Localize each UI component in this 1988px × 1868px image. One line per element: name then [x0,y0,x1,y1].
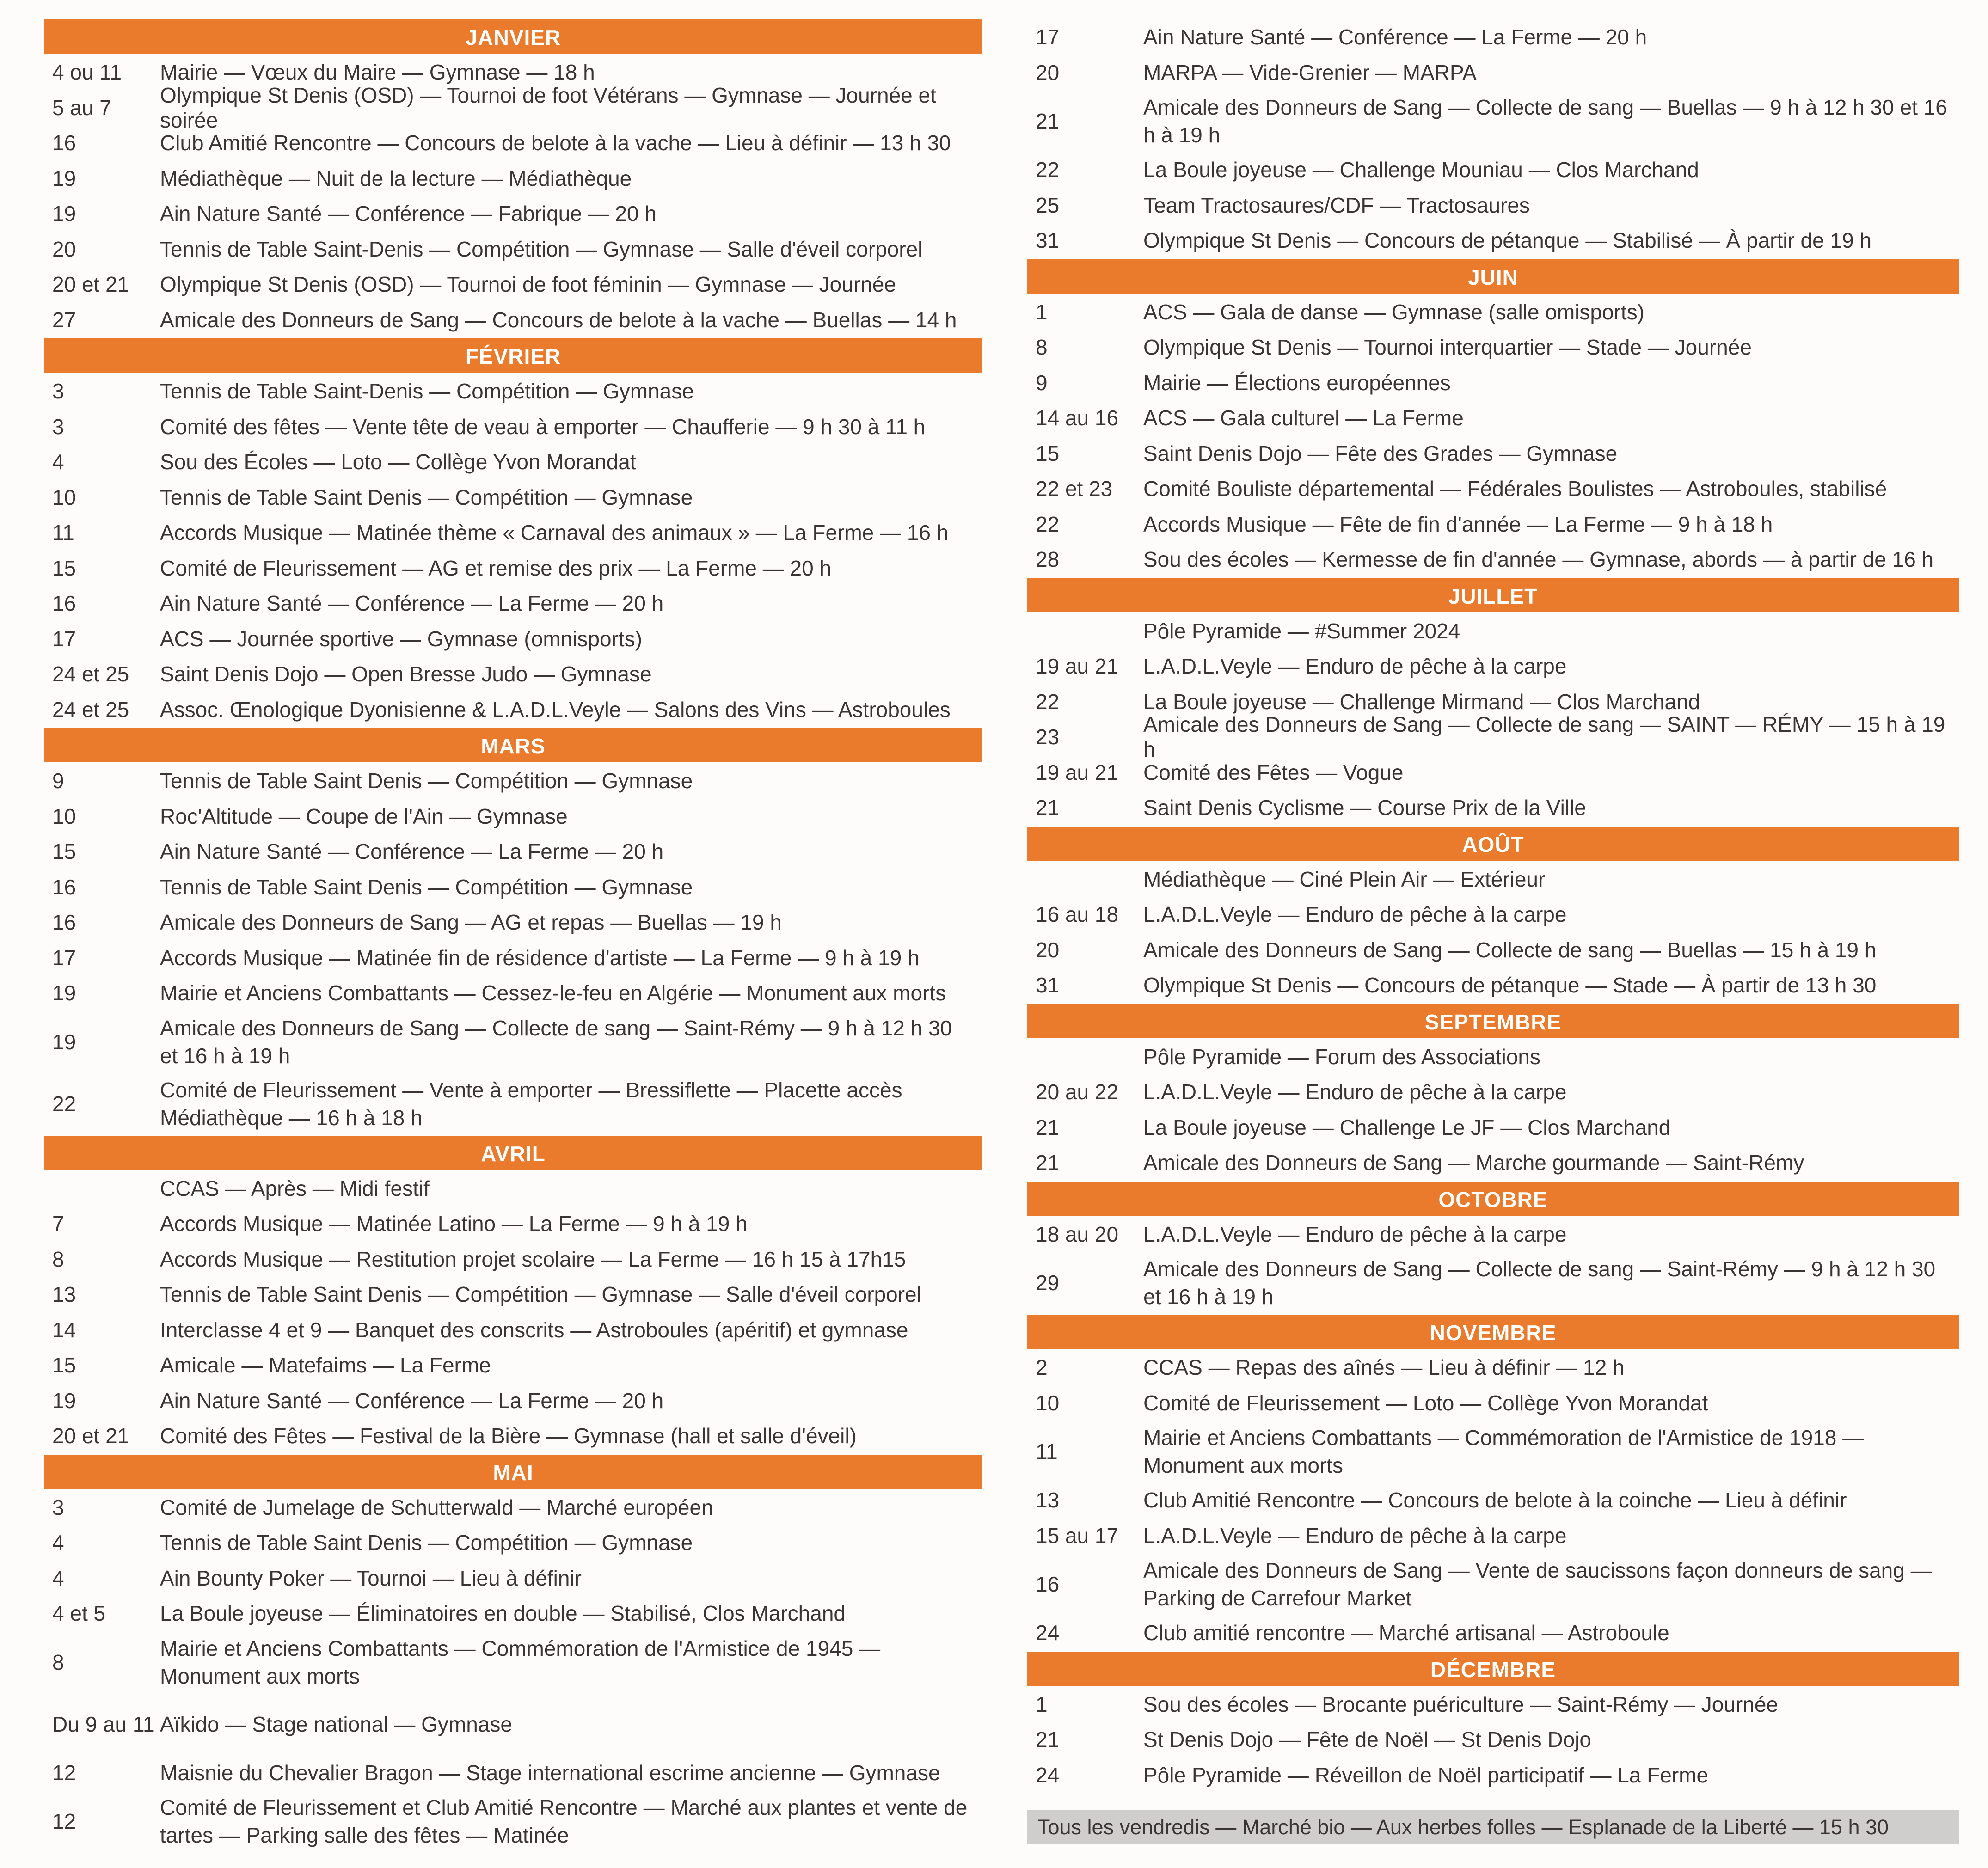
event-description: Club amitié rencontre — Marché artisanal — Astroboule [1143,1621,1669,1645]
event-description: Amicale des Donneurs de Sang — AG et repas — Buellas — 19 h [160,910,782,935]
event-row [1027,790,1959,826]
event-date: 16 [1036,1572,1060,1596]
right-column [1027,19,1959,1793]
weekly-market-footer: Tous les vendredis — Marché bio — Aux herbes folles — Esplanade de la Liberté — 15 h 30 [1027,1810,1959,1844]
event-date: 11 [52,521,74,545]
event-row [44,1242,982,1277]
event-description: Ain Bounty Poker — Tournoi — Lieu à définir [160,1566,582,1590]
event-row [44,1490,982,1525]
event-description: Mairie et Anciens Combattants — Cessez-le-feu en Algérie — Monument aux morts [160,981,946,1005]
month-header-mars: MARS [44,728,982,762]
event-date: 21 [1036,109,1060,133]
event-date: 19 au 21 [1036,760,1119,784]
event-date: 10 [52,485,76,509]
event-date: 13 [52,1282,76,1307]
event-row [44,586,982,621]
event-date: 22 [1036,689,1060,714]
event-date: 9 [1036,370,1048,395]
event-date: Du 9 au 11 [52,1712,155,1736]
event-description: CCAS — Après — Midi festif [160,1176,430,1200]
event-description: La Boule joyeuse — Challenge Mouniau — Clos Marchand [1143,158,1699,182]
event-row [44,1011,982,1073]
event-row [44,374,982,409]
event-description: Amicale des Donneurs de Sang — Collecte de sang — Saint-Rémy — 9 h à 12 h 30 et 16 h à 19 h [160,1016,952,1068]
event-description: Accords Musique — Restitution projet scolaire — La Ferme — 16 h 15 à 17h15 [160,1247,906,1271]
event-description: Médiathèque — Nuit de la lecture — Médiathèque [160,166,632,190]
event-description: Comité de Fleurissement — Vente à emporter — Bressiflette — Placette accès Médiathèque — 16 h à 18 h [160,1078,902,1130]
event-date: 28 [1036,547,1060,572]
event-description: Team Tractosaures/CDF — Tractosaures [1143,193,1530,217]
event-row [1027,507,1959,542]
event-row [1027,1722,1959,1758]
event-row [44,1755,982,1791]
event-description: L.A.D.L.Veyle — Enduro de pêche à la carpe [1143,1222,1567,1246]
event-date: 16 [52,875,76,899]
event-row [1027,932,1959,968]
event-date: 16 [52,131,76,155]
event-row [44,1347,982,1383]
event-description: Tennis de Table Saint-Denis — Compétition — Gymnase — Salle d'éveil corporel [160,237,923,261]
event-date: 17 [52,626,76,651]
event-description: Amicale — Matefaims — La Ferme [160,1353,491,1378]
event-date: 15 [52,556,76,580]
event-date: 2 [1036,1355,1048,1380]
event-row [44,834,982,870]
event-row [1027,1615,1959,1651]
event-date: 3 [52,379,64,404]
event-date: 21 [1036,796,1060,820]
event-description: Roc'Altitude — Coupe de l'Ain — Gymnase [160,804,568,828]
event-row [44,1206,982,1242]
event-description: Comité des fêtes — Vente tête de veau à emporter — Chaufferie — 9 h 30 à 11 h [160,414,926,439]
event-date: 1 [1036,1692,1048,1716]
event-date: 29 [1036,1271,1060,1295]
event-date: 13 [1036,1488,1060,1513]
event-description: L.A.D.L.Veyle — Enduro de pêche à la carpe [1143,1523,1567,1548]
event-row [1027,897,1959,932]
month-header-septembre: SEPTEMBRE [1027,1004,1959,1038]
event-row [44,1525,982,1561]
event-date: 10 [52,804,76,828]
event-row [44,905,982,940]
event-row [44,267,982,302]
event-date: 4 ou 11 [52,60,122,85]
event-row [1027,1553,1959,1615]
event-date: 4 [52,1566,64,1590]
event-description: MARPA — Vide-Grenier — MARPA [1143,60,1477,85]
event-description: Tennis de Table Saint-Denis — Compétition — Gymnase [160,379,694,404]
event-row [1027,330,1959,365]
event-description: ACS — Gala de danse — Gymnase (salle omisports) [1143,300,1644,324]
event-description: Pôle Pyramide — Réveillon de Noël participatif — La Ferme [1143,1763,1709,1787]
event-row [44,1693,982,1755]
event-description: Amicale des Donneurs de Sang — Collecte de sang — Buellas — 15 h à 19 h [1143,937,1877,962]
event-date: 19 [52,202,76,226]
event-row [1027,542,1959,577]
event-date: 8 [1036,335,1048,360]
event-row [44,656,982,692]
event-row [1027,613,1959,649]
event-date: 4 et 5 [52,1601,106,1626]
event-description: Amicale des Donneurs de Sang — Concours de belote à la vache — Buellas — 14 h [160,307,957,332]
event-description: Olympique St Denis — Concours de pétanque — Stade — À partir de 13 h 30 [1143,973,1877,998]
event-date: 19 [52,1388,76,1413]
event-description: Assoc. Œnologique Dyonisienne & L.A.D.L.Veyle — Salons des Vins — Astroboules [160,697,951,722]
event-description: Comité de Jumelage de Schutterwald — Marché européen [160,1495,713,1519]
event-date: 22 [52,1091,76,1116]
event-row [1027,90,1959,152]
event-date: 15 [52,839,76,864]
event-row [1027,1350,1959,1385]
event-description: Accords Musique — Matinée thème « Carnaval des animaux » — La Ferme — 16 h [160,521,949,545]
event-description: La Boule joyeuse — Challenge Mirmand — Clos Marchand [1143,689,1700,714]
event-row [1027,712,1959,762]
event-description: Médiathèque — Ciné Plein Air — Extérieur [1143,867,1546,891]
event-row [44,799,982,834]
event-description: Tennis de Table Saint Denis — Compétition — Gymnase [160,769,693,793]
event-description: Amicale des Donneurs de Sang — Collecte de sang — SAINT — RÉMY — 15 h à 19 h [1143,712,1945,762]
event-row [1027,294,1959,330]
event-description: Amicale des Donneurs de Sang — Marche gourmande — Saint-Rémy [1143,1151,1804,1175]
month-header-octobre: OCTOBRE [1027,1182,1959,1216]
event-description: Mairie — Élections européennes [1143,370,1451,395]
event-date: 21 [1036,1115,1060,1139]
event-date: 22 et 23 [1036,477,1113,501]
event-row [44,940,982,976]
event-date: 22 [1036,158,1060,182]
event-description: Club Amitié Rencontre — Concours de belote à la coinche — Lieu à définir [1143,1488,1847,1513]
event-date: 8 [52,1247,64,1271]
event-date: 3 [52,1495,64,1519]
event-description: Pôle Pyramide — #Summer 2024 [1143,619,1460,643]
event-row [1027,1145,1959,1181]
event-description: Saint Denis Dojo — Open Bresse Judo — Gymnase [160,662,652,686]
event-description: Amicale des Donneurs de Sang — Vente de saucissons façon donneurs de sang — Parking de Carrefour Market [1143,1558,1932,1610]
event-date: 11 [1036,1439,1058,1464]
event-date: 5 au 7 [52,95,111,120]
event-description: La Boule joyeuse — Éliminatoires en double — Stabilisé, Clos Marchand [160,1601,846,1626]
event-date: 31 [1036,973,1060,998]
event-description: Tennis de Table Saint Denis — Compétition — Gymnase — Salle d'éveil corporel [160,1282,921,1307]
event-date: 24 et 25 [52,662,129,686]
event-description: Accords Musique — Fête de fin d'année — La Ferme — 9 h à 18 h [1143,512,1773,536]
event-date: 23 [1036,725,1060,749]
event-date: 20 [1036,60,1060,85]
event-row [44,870,982,905]
event-date: 20 [52,237,76,261]
event-description: Comité de Fleurissement — AG et remise des prix — La Ferme — 20 h [160,556,832,580]
event-date: 24 [1036,1763,1060,1787]
event-description: Sou des écoles — Kermesse de fin d'année — Gymnase, abords — à partir de 16 h [1143,547,1934,572]
event-date: 16 [52,591,76,616]
event-row [44,161,982,196]
event-date: 24 [1036,1621,1060,1645]
event-description: Comité des Fêtes — Vogue [1143,760,1404,784]
event-row [1027,862,1959,897]
event-row [44,1171,982,1207]
event-date: 18 au 20 [1036,1222,1119,1246]
event-row [1027,1758,1959,1793]
event-date: 15 [1036,441,1060,465]
event-row [1027,755,1959,790]
event-description: Olympique St Denis (OSD) — Tournoi de foot Vétérans — Gymnase — Journée et soirée [160,83,936,132]
event-description: Aïkido — Stage national — Gymnase [160,1712,512,1736]
event-date: 1 [1036,300,1048,324]
event-date: 14 [52,1317,76,1342]
event-date: 21 [1036,1727,1060,1752]
event-row [44,1418,982,1454]
event-row [1027,55,1959,91]
event-date: 19 [52,981,76,1005]
event-description: Amicale des Donneurs de Sang — Collecte de sang — Buellas — 9 h à 12 h 30 et 16 h à 19 h [1143,95,1947,147]
event-date: 19 au 21 [1036,654,1119,679]
event-description: St Denis Dojo — Fête de Noël — St Denis Dojo [1143,1727,1591,1752]
event-date: 19 [52,1029,76,1054]
event-date: 12 [52,1809,76,1833]
event-description: Ain Nature Santé — Conférence — Fabrique — 20 h [160,202,657,226]
event-row [44,975,982,1011]
event-row [44,1790,982,1852]
event-row [1027,471,1959,507]
event-date: 25 [1036,193,1060,217]
event-row [44,1596,982,1631]
event-row [1027,188,1959,223]
event-row [44,1312,982,1348]
event-description: Comité Bouliste départemental — Fédérales Boulistes — Astroboules, stabilisé [1143,477,1887,501]
event-row [1027,365,1959,401]
event-date: 12 [52,1760,76,1785]
event-description: Comité de Fleurissement — Loto — Collège Yvon Morandat [1143,1390,1708,1415]
event-description: ACS — Journée sportive — Gymnase (omnisports) [160,626,643,651]
event-row [44,763,982,799]
event-description: Amicale des Donneurs de Sang — Collecte de sang — Saint-Rémy — 9 h à 12 h 30 et 16 h à 19 h [1143,1257,1936,1309]
event-row [1027,1687,1959,1722]
event-description: Mairie — Vœux du Maire — Gymnase — 18 h [160,60,595,85]
event-date: 14 au 16 [1036,406,1119,430]
month-header-decembre: DÉCEMBRE [1027,1652,1959,1686]
event-date: 27 [52,307,76,332]
event-date: 31 [1036,228,1060,253]
event-row [44,409,982,445]
event-date: 24 et 25 [52,697,129,722]
event-row [1027,649,1959,684]
event-date: 22 [1036,512,1060,536]
event-date: 3 [52,414,64,439]
event-date: 20 au 22 [1036,1080,1119,1104]
event-description: Mairie et Anciens Combattants — Commémoration de l'Armistice de 1918 — Monument aux morts [1143,1426,1864,1477]
event-description: Interclasse 4 et 9 — Banquet des conscrits — Astroboules (apéritif) et gymnase [160,1317,908,1342]
event-description: Saint Denis Cyclisme — Course Prix de la Ville [1143,796,1586,820]
event-date: 20 et 21 [52,1424,129,1448]
event-row [44,692,982,728]
event-row [1027,1074,1959,1110]
event-row [1027,1518,1959,1554]
event-row [1027,1110,1959,1145]
event-row [1027,152,1959,188]
event-description: L.A.D.L.Veyle — Enduro de pêche à la carpe [1143,1080,1567,1104]
event-description: Club Amitié Rencontre — Concours de belote à la vache — Lieu à définir — 13 h 30 [160,131,951,155]
month-header-novembre: NOVEMBRE [1027,1315,1959,1349]
event-date: 7 [52,1212,64,1236]
event-date: 16 au 18 [1036,902,1119,927]
month-header-aout: AOÛT [1027,827,1959,861]
event-date: 17 [1036,25,1060,49]
event-row [44,1631,982,1693]
event-description: CCAS — Repas des aînés — Lieu à définir — 12 h [1143,1355,1625,1380]
event-description: Olympique St Denis (OSD) — Tournoi de foot féminin — Gymnase — Journée [160,272,896,297]
event-date: 20 [1036,937,1060,962]
event-row [1027,436,1959,472]
event-description: Mairie et Anciens Combattants — Commémoration de l'Armistice de 1945 — Monument aux morts [160,1636,881,1688]
event-row [44,232,982,267]
event-row [44,621,982,657]
event-description: Comité des Fêtes — Festival de la Bière — Gymnase (hall et salle d'éveil) [160,1424,857,1448]
event-row [1027,1482,1959,1518]
event-row [44,196,982,232]
event-description: Ain Nature Santé — Conférence — La Ferme — 20 h [160,839,664,864]
event-row [1027,1252,1959,1314]
event-row [44,83,982,132]
month-header-avril: AVRIL [44,1136,982,1170]
event-row [44,1277,982,1312]
month-header-juillet: JUILLET [1027,578,1959,612]
event-date: 4 [52,1531,64,1555]
month-header-janvier: JANVIER [44,19,982,54]
month-header-fevrier: FÉVRIER [44,338,982,373]
event-row [44,1383,982,1419]
event-description: Tennis de Table Saint Denis — Compétition — Gymnase [160,1531,693,1555]
event-description: Ain Nature Santé — Conférence — La Ferme — 20 h [160,1388,664,1413]
event-date: 20 et 21 [52,272,129,297]
event-description: Ain Nature Santé — Conférence — La Ferme — 20 h [160,591,664,616]
event-description: Tennis de Table Saint Denis — Compétition — Gymnase [160,875,693,899]
event-description: Sou des écoles — Brocante puériculture — Saint-Rémy — Journée [1143,1692,1778,1716]
event-date: 15 au 17 [1036,1523,1119,1548]
event-date: 8 [52,1650,64,1674]
event-description: Tennis de Table Saint Denis — Compétition — Gymnase [160,485,693,509]
event-row [44,302,982,338]
event-row [1027,19,1959,55]
event-date: 9 [52,769,64,793]
month-header-juin: JUIN [1027,259,1959,294]
event-description: Olympique St Denis — Concours de pétanque — Stabilisé — À partir de 19 h [1143,228,1872,253]
event-description: Olympique St Denis — Tournoi interquartier — Stade — Journée [1143,335,1752,360]
event-row [1027,968,1959,1003]
event-description: L.A.D.L.Veyle — Enduro de pêche à la carpe [1143,654,1567,679]
event-description: Accords Musique — Matinée Latino — La Ferme — 9 h à 19 h [160,1212,748,1236]
event-row [44,125,982,161]
event-date: 17 [52,945,76,970]
event-date: 4 [52,450,64,474]
event-row [44,515,982,551]
event-row [1027,1421,1959,1482]
event-description: Sou des Écoles — Loto — Collège Yvon Morandat [160,450,636,474]
event-date: 19 [52,166,76,190]
event-row [1027,400,1959,436]
event-description: Comité de Fleurissement et Club Amitié Rencontre — Marché aux plantes et vente de tartes — Parking salle des fêtes — Matinée [160,1795,968,1847]
event-date: 16 [52,910,76,935]
event-row [44,551,982,586]
event-description: Ain Nature Santé — Conférence — La Ferme — 20 h [1143,25,1647,49]
event-date: 15 [52,1353,76,1378]
month-header-mai: MAI [44,1455,982,1489]
event-row [1027,1385,1959,1421]
event-description: Saint Denis Dojo — Fête des Grades — Gymnase [1143,441,1618,465]
event-description: Maisnie du Chevalier Bragon — Stage international escrime ancienne — Gymnase [160,1760,940,1785]
event-date: 10 [1036,1390,1060,1415]
event-description: ACS — Gala culturel — La Ferme [1143,406,1464,430]
event-row [44,1073,982,1135]
event-description: Pôle Pyramide — Forum des Associations [1143,1044,1541,1069]
event-row [1027,1039,1959,1075]
event-row [44,1561,982,1596]
event-description: L.A.D.L.Veyle — Enduro de pêche à la carpe [1143,902,1567,927]
event-date: 21 [1036,1151,1060,1175]
event-row [1027,223,1959,258]
event-row [1027,1217,1959,1252]
event-row [44,480,982,515]
left-column [44,18,982,1852]
event-row [44,444,982,480]
event-description: La Boule joyeuse — Challenge Le JF — Clos Marchand [1143,1115,1671,1139]
event-description: Accords Musique — Matinée fin de résidence d'artiste — La Ferme — 9 h à 19 h [160,945,920,970]
